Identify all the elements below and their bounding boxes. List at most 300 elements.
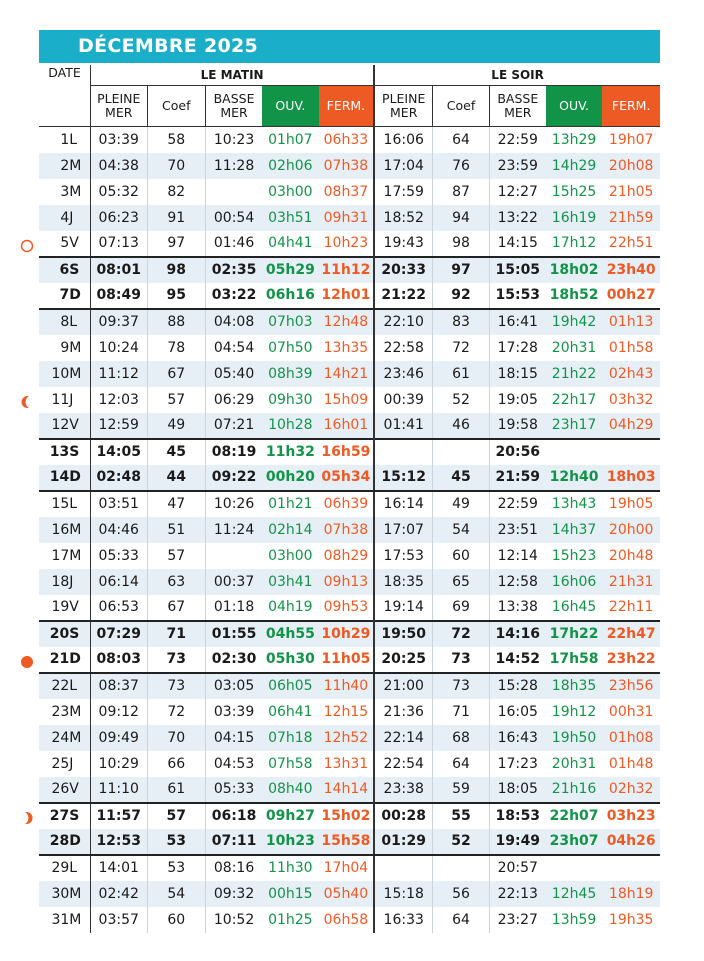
morning-coef: 73	[147, 647, 206, 673]
morning-close-time: 15h09	[323, 391, 369, 408]
weekday: V	[69, 777, 90, 803]
morning-open-time: 11h30	[268, 860, 313, 876]
morning-high-tide: 10:24	[90, 335, 147, 361]
evening-high-tide: 22:14	[374, 725, 433, 751]
morning-coef: 72	[147, 699, 206, 725]
morning-high-tide: 14:01	[90, 855, 147, 881]
evening-coef: 65	[433, 569, 490, 595]
morning-coef: 73	[147, 673, 206, 699]
morning-coef: 57	[147, 387, 206, 413]
morning-open-time: 03h00	[268, 547, 313, 564]
weekday: M	[69, 339, 82, 356]
weekday: J	[69, 755, 74, 772]
full-moon-icon	[20, 238, 34, 252]
morning-low-tide: 10:23	[206, 127, 263, 153]
evening-high-tide: 17:53	[374, 543, 433, 569]
morning-ferm-header: FERM.	[319, 86, 375, 127]
evening-high-tide: 00:28	[374, 803, 433, 829]
morning-open-time: 01h25	[268, 911, 313, 928]
evening-low-tide: 22:59	[489, 491, 546, 517]
morning-close-time: 06h58	[323, 911, 369, 928]
morning-high-tide: 09:49	[90, 725, 147, 751]
evening-low-tide: 23:51	[489, 517, 546, 543]
morning-close-time: 12h48	[319, 309, 375, 335]
evening-close-time: 19h35	[608, 911, 654, 928]
evening-high-tide: 01:29	[374, 829, 433, 855]
evening-coef: 98	[433, 231, 490, 257]
evening-coef: 71	[433, 699, 490, 725]
evening-close-time	[602, 439, 660, 465]
evening-close-time: 20h00	[602, 517, 660, 543]
morning-low-tide: 08:19	[206, 439, 263, 465]
morning-low-tide: 02:30	[206, 647, 263, 673]
evening-coef: 83	[433, 309, 490, 335]
evening-high-tide: 23:46	[374, 361, 433, 387]
weekday: V	[69, 599, 79, 615]
day-number: 10	[39, 361, 69, 387]
table-row	[39, 387, 660, 413]
weekday: J	[69, 391, 74, 408]
weekday: S	[69, 439, 90, 465]
evening-low-tide: 22:13	[489, 881, 546, 907]
evening-open-time: 17h22	[546, 621, 603, 647]
weekday: L	[69, 131, 78, 148]
morning-low-tide: 00:37	[206, 569, 263, 595]
evening-close-time: 23h56	[602, 673, 660, 699]
morning-low-tide: 11:24	[206, 517, 263, 543]
morning-high-tide: 07:29	[90, 621, 147, 647]
morning-open-time: 03h00	[268, 183, 313, 200]
morning-high-tide: 06:53	[90, 595, 147, 621]
morning-high-tide: 09:12	[90, 699, 147, 725]
table-row	[39, 465, 660, 491]
morning-high-tide: 07:13	[90, 231, 147, 257]
evening-close-time: 01h08	[602, 725, 660, 751]
evening-low-tide: 21:59	[489, 465, 546, 491]
morning-high-tide: 03:39	[90, 127, 147, 153]
day-number: 14	[39, 465, 69, 491]
morning-close-time: 12h15	[323, 703, 369, 720]
weekday: M	[69, 725, 90, 751]
evening-ferm-header: FERM.	[602, 86, 660, 127]
morning-coef: 70	[147, 725, 206, 751]
morning-coef: 57	[147, 543, 206, 569]
morning-close-time: 11h05	[319, 647, 375, 673]
evening-coef: 52	[433, 387, 490, 413]
morning-close-time: 12h52	[319, 725, 375, 751]
evening-close-time: 03h23	[602, 803, 660, 829]
morning-high-tide: 03:51	[90, 491, 147, 517]
evening-open-time: 21h16	[546, 777, 603, 803]
morning-close-time: 15h02	[319, 803, 375, 829]
morning-close-time: 14h14	[319, 777, 375, 803]
morning-close-time: 12h01	[319, 283, 375, 309]
new-moon-icon	[20, 654, 34, 668]
table-row	[39, 569, 660, 595]
morning-low-tide: 04:54	[206, 335, 263, 361]
morning-open-time: 09h27	[262, 803, 319, 829]
evening-low-tide: 16:41	[489, 309, 546, 335]
morning-close-time: 17h04	[323, 860, 369, 876]
morning-coef: 54	[147, 881, 206, 907]
evening-open-time: 12h45	[546, 881, 603, 907]
evening-coef: 72	[433, 621, 490, 647]
evening-coef: 45	[433, 465, 490, 491]
morning-close-time: 09h13	[319, 569, 375, 595]
last-quarter-icon	[20, 394, 34, 408]
morning-low-tide: 04:08	[206, 309, 263, 335]
morning-close-time: 06h33	[323, 131, 369, 148]
evening-high-tide: 21:36	[374, 699, 433, 725]
evening-open-time: 12h40	[546, 465, 603, 491]
morning-high-tide: 11:12	[90, 361, 147, 387]
evening-close-time: 01h13	[602, 309, 660, 335]
evening-open-time: 19h50	[546, 725, 603, 751]
evening-close-time: 00h27	[602, 283, 660, 309]
morning-coef: 44	[147, 465, 206, 491]
evening-header: LE SOIR	[374, 65, 660, 86]
morning-high-tide: 11:10	[90, 777, 147, 803]
evening-coef: 64	[433, 751, 490, 777]
evening-low-tide: 19:05	[489, 387, 546, 413]
day-number: 30	[39, 881, 69, 907]
evening-open-time	[546, 439, 603, 465]
weekday: J	[69, 205, 90, 231]
morning-open-time: 05h30	[262, 647, 319, 673]
evening-high-tide: 21:22	[374, 283, 433, 309]
morning-low-tide	[206, 543, 263, 569]
table-row	[39, 309, 660, 335]
evening-open-time: 19h42	[546, 309, 603, 335]
morning-close-time: 16h01	[319, 413, 375, 439]
evening-high-tide: 01:41	[374, 413, 433, 439]
morning-coef: 66	[147, 751, 206, 777]
evening-close-time: 20h48	[608, 547, 654, 564]
morning-high-tide: 06:23	[90, 205, 147, 231]
morning-high-tide: 12:59	[90, 413, 147, 439]
day-number: 5	[60, 235, 70, 251]
morning-open-time: 02h06	[262, 153, 319, 179]
evening-high-tide: 20:33	[374, 257, 433, 283]
weekday: D	[69, 647, 90, 673]
morning-high-tide: 12:53	[90, 829, 147, 855]
date-header: DATE	[39, 65, 90, 127]
evening-open-time: 15h23	[551, 547, 597, 564]
table-row	[39, 595, 660, 621]
evening-high-tide: 18:52	[374, 205, 433, 231]
evening-high-tide: 22:58	[374, 335, 433, 361]
morning-open-time: 04h55	[262, 621, 319, 647]
morning-coef: 97	[147, 231, 206, 257]
table-row	[39, 621, 660, 647]
day-number: 19	[51, 599, 70, 615]
evening-low-tide: 18:53	[489, 803, 546, 829]
day-number: 17	[51, 547, 70, 564]
evening-open-time: 18h52	[546, 283, 603, 309]
evening-coef: 54	[433, 517, 490, 543]
evening-low-tide: 15:53	[489, 283, 546, 309]
evening-high-tide: 21:00	[374, 673, 433, 699]
weekday: M	[69, 881, 90, 907]
evening-pleine-mer-header: PLEINE MER	[374, 86, 433, 127]
evening-high-tide: 17:07	[374, 517, 433, 543]
morning-close-time: 13h31	[323, 755, 369, 772]
evening-open-time: 14h37	[546, 517, 603, 543]
tide-rows	[39, 127, 660, 933]
table-row	[39, 491, 660, 517]
morning-close-time: 10h23	[323, 235, 369, 251]
morning-high-tide: 02:48	[90, 465, 147, 491]
evening-open-time: 20h31	[551, 755, 597, 772]
morning-high-tide: 04:46	[90, 517, 147, 543]
evening-close-time: 04h29	[602, 413, 660, 439]
evening-coef: 46	[433, 413, 490, 439]
morning-coef: 98	[147, 257, 206, 283]
evening-high-tide: 16:33	[374, 907, 433, 933]
weekday: M	[69, 183, 82, 200]
evening-coef: 56	[433, 881, 490, 907]
morning-open-time: 10h28	[262, 413, 319, 439]
evening-high-tide: 17:59	[374, 179, 433, 205]
evening-ouv-header: OUV.	[546, 86, 603, 127]
evening-high-tide: 19:50	[374, 621, 433, 647]
morning-open-time: 07h50	[268, 339, 313, 356]
evening-open-time: 23h07	[546, 829, 603, 855]
evening-high-tide: 19:43	[374, 231, 433, 257]
evening-low-tide: 14:52	[489, 647, 546, 673]
weekday: M	[69, 911, 82, 928]
evening-open-time: 15h25	[551, 183, 597, 200]
morning-coef: 61	[147, 777, 206, 803]
table-row	[39, 751, 660, 777]
evening-coef: 52	[433, 829, 490, 855]
table-row	[39, 647, 660, 673]
evening-coef: 59	[433, 777, 490, 803]
weekday: D	[69, 465, 90, 491]
morning-high-tide: 05:33	[90, 543, 147, 569]
morning-low-tide: 04:53	[206, 751, 263, 777]
morning-open-time: 01h07	[268, 131, 313, 148]
morning-close-time: 06h39	[323, 496, 369, 512]
morning-coef: 63	[147, 569, 206, 595]
weekday: L	[69, 860, 78, 876]
evening-open-time: 16h06	[546, 569, 603, 595]
evening-open-time: 17h58	[546, 647, 603, 673]
evening-high-tide	[374, 439, 433, 465]
page-title: DÉCEMBRE 2025	[39, 30, 660, 63]
morning-low-tide: 08:16	[206, 855, 263, 881]
weekday: L	[69, 496, 78, 512]
evening-coef: 72	[433, 335, 490, 361]
evening-low-tide: 12:58	[489, 569, 546, 595]
morning-low-tide: 01:18	[206, 595, 263, 621]
weekday: L	[69, 673, 90, 699]
evening-high-tide: 15:18	[374, 881, 433, 907]
morning-close-time: 05h34	[319, 465, 375, 491]
table-row	[39, 127, 660, 153]
morning-coef: 51	[147, 517, 206, 543]
evening-low-tide: 23:27	[489, 907, 546, 933]
day-number: 20	[39, 621, 69, 647]
weekday: S	[69, 257, 90, 283]
evening-coef: 69	[433, 595, 490, 621]
morning-close-time: 07h38	[319, 517, 375, 543]
evening-high-tide	[374, 855, 433, 881]
evening-open-time	[546, 855, 603, 881]
table-row	[39, 855, 660, 881]
evening-open-time: 16h19	[546, 205, 603, 231]
evening-low-tide: 16:43	[489, 725, 546, 751]
tide-table	[39, 65, 660, 933]
morning-high-tide: 02:42	[90, 881, 147, 907]
evening-open-time: 13h43	[551, 496, 597, 512]
evening-high-tide: 00:39	[374, 387, 433, 413]
morning-open-time: 06h41	[268, 703, 313, 720]
evening-close-time: 20h08	[602, 153, 660, 179]
evening-open-time: 13h29	[551, 131, 597, 148]
morning-open-time: 06h16	[262, 283, 319, 309]
morning-coef-header: Coef	[147, 86, 206, 127]
evening-basse-mer-header: BASSE MER	[489, 86, 546, 127]
evening-close-time: 21h31	[602, 569, 660, 595]
morning-close-time: 08h29	[323, 547, 369, 564]
weekday: V	[69, 413, 90, 439]
table-row	[39, 205, 660, 231]
day-number: 25	[51, 755, 70, 772]
evening-close-time: 02h32	[602, 777, 660, 803]
morning-close-time: 08h37	[323, 183, 369, 200]
morning-ouv-header: OUV.	[262, 86, 319, 127]
morning-low-tide: 10:26	[206, 491, 263, 517]
day-number: 29	[51, 860, 70, 876]
evening-high-tide: 19:14	[374, 595, 433, 621]
morning-open-time: 00h15	[262, 881, 319, 907]
evening-high-tide: 15:12	[374, 465, 433, 491]
evening-high-tide: 22:54	[374, 751, 433, 777]
evening-low-tide: 17:28	[489, 335, 546, 361]
morning-close-time: 15h58	[319, 829, 375, 855]
evening-open-time: 21h22	[546, 361, 603, 387]
morning-coef: 45	[147, 439, 206, 465]
morning-close-time: 11h40	[319, 673, 375, 699]
morning-low-tide: 02:35	[206, 257, 263, 283]
morning-close-time: 14h21	[319, 361, 375, 387]
morning-coef: 49	[147, 413, 206, 439]
evening-high-tide: 16:06	[374, 127, 433, 153]
morning-high-tide: 08:37	[90, 673, 147, 699]
evening-coef: 76	[433, 153, 490, 179]
morning-coef: 67	[147, 595, 206, 621]
morning-open-time: 00h20	[262, 465, 319, 491]
weekday: D	[69, 829, 90, 855]
morning-open-time: 04h19	[268, 599, 313, 615]
evening-open-time: 13h59	[551, 911, 597, 928]
evening-high-tide: 18:35	[374, 569, 433, 595]
morning-coef: 91	[147, 205, 206, 231]
morning-coef: 58	[147, 127, 206, 153]
evening-close-time: 23h22	[602, 647, 660, 673]
morning-pleine-mer-header: PLEINE MER	[90, 86, 147, 127]
evening-coef: 55	[433, 803, 490, 829]
evening-open-time: 22h07	[546, 803, 603, 829]
morning-low-tide: 04:15	[206, 725, 263, 751]
morning-high-tide: 08:49	[90, 283, 147, 309]
evening-open-time: 20h31	[551, 339, 597, 356]
morning-open-time: 08h40	[262, 777, 319, 803]
evening-close-time: 21h05	[608, 183, 654, 200]
morning-coef: 71	[147, 621, 206, 647]
morning-low-tide: 03:22	[206, 283, 263, 309]
evening-close-time: 01h48	[608, 755, 654, 772]
evening-high-tide: 20:25	[374, 647, 433, 673]
day-number: 2	[39, 153, 69, 179]
evening-coef: 68	[433, 725, 490, 751]
table-row	[39, 543, 660, 569]
weekday: J	[69, 569, 90, 595]
table-row	[39, 881, 660, 907]
day-number: 31	[51, 911, 70, 928]
evening-coef: 64	[433, 127, 490, 153]
morning-low-tide: 06:18	[206, 803, 263, 829]
weekday: S	[69, 803, 90, 829]
evening-low-tide: 13:22	[489, 205, 546, 231]
morning-high-tide: 10:29	[90, 751, 147, 777]
evening-coef	[433, 439, 490, 465]
morning-coef: 67	[147, 361, 206, 387]
morning-open-time: 07h03	[262, 309, 319, 335]
day-number: 4	[39, 205, 69, 231]
day-number: 8	[39, 309, 69, 335]
evening-close-time: 22h11	[608, 599, 654, 615]
evening-coef: 73	[433, 673, 490, 699]
morning-high-tide: 04:38	[90, 153, 147, 179]
evening-low-tide: 16:05	[489, 699, 546, 725]
morning-coef: 88	[147, 309, 206, 335]
morning-low-tide: 01:55	[206, 621, 263, 647]
evening-close-time: 02h43	[602, 361, 660, 387]
evening-open-time: 19h12	[551, 703, 597, 720]
evening-low-tide: 19:58	[489, 413, 546, 439]
evening-low-tide: 14:16	[489, 621, 546, 647]
evening-coef	[433, 855, 490, 881]
morning-low-tide: 09:22	[206, 465, 263, 491]
table-row	[39, 335, 660, 361]
morning-open-time: 01h21	[268, 496, 313, 512]
morning-open-time: 05h29	[262, 257, 319, 283]
evening-coef: 60	[433, 543, 490, 569]
day-number: 7	[39, 283, 69, 309]
morning-high-tide: 06:14	[90, 569, 147, 595]
morning-high-tide: 08:03	[90, 647, 147, 673]
evening-close-time: 03h32	[608, 391, 654, 408]
morning-high-tide: 12:03	[90, 387, 147, 413]
day-number: 1	[60, 131, 70, 148]
evening-close-time: 22h51	[608, 235, 654, 251]
morning-low-tide	[206, 179, 263, 205]
table-row	[39, 673, 660, 699]
table-row	[39, 413, 660, 439]
weekday: M	[69, 153, 90, 179]
weekday: M	[69, 703, 82, 720]
evening-close-time	[602, 855, 660, 881]
evening-close-time: 21h59	[602, 205, 660, 231]
day-number: 22	[39, 673, 69, 699]
morning-coef: 60	[147, 907, 206, 933]
evening-close-time: 19h07	[608, 131, 654, 148]
day-number: 11	[51, 391, 70, 408]
weekday: M	[69, 517, 90, 543]
morning-close-time: 16h59	[319, 439, 375, 465]
